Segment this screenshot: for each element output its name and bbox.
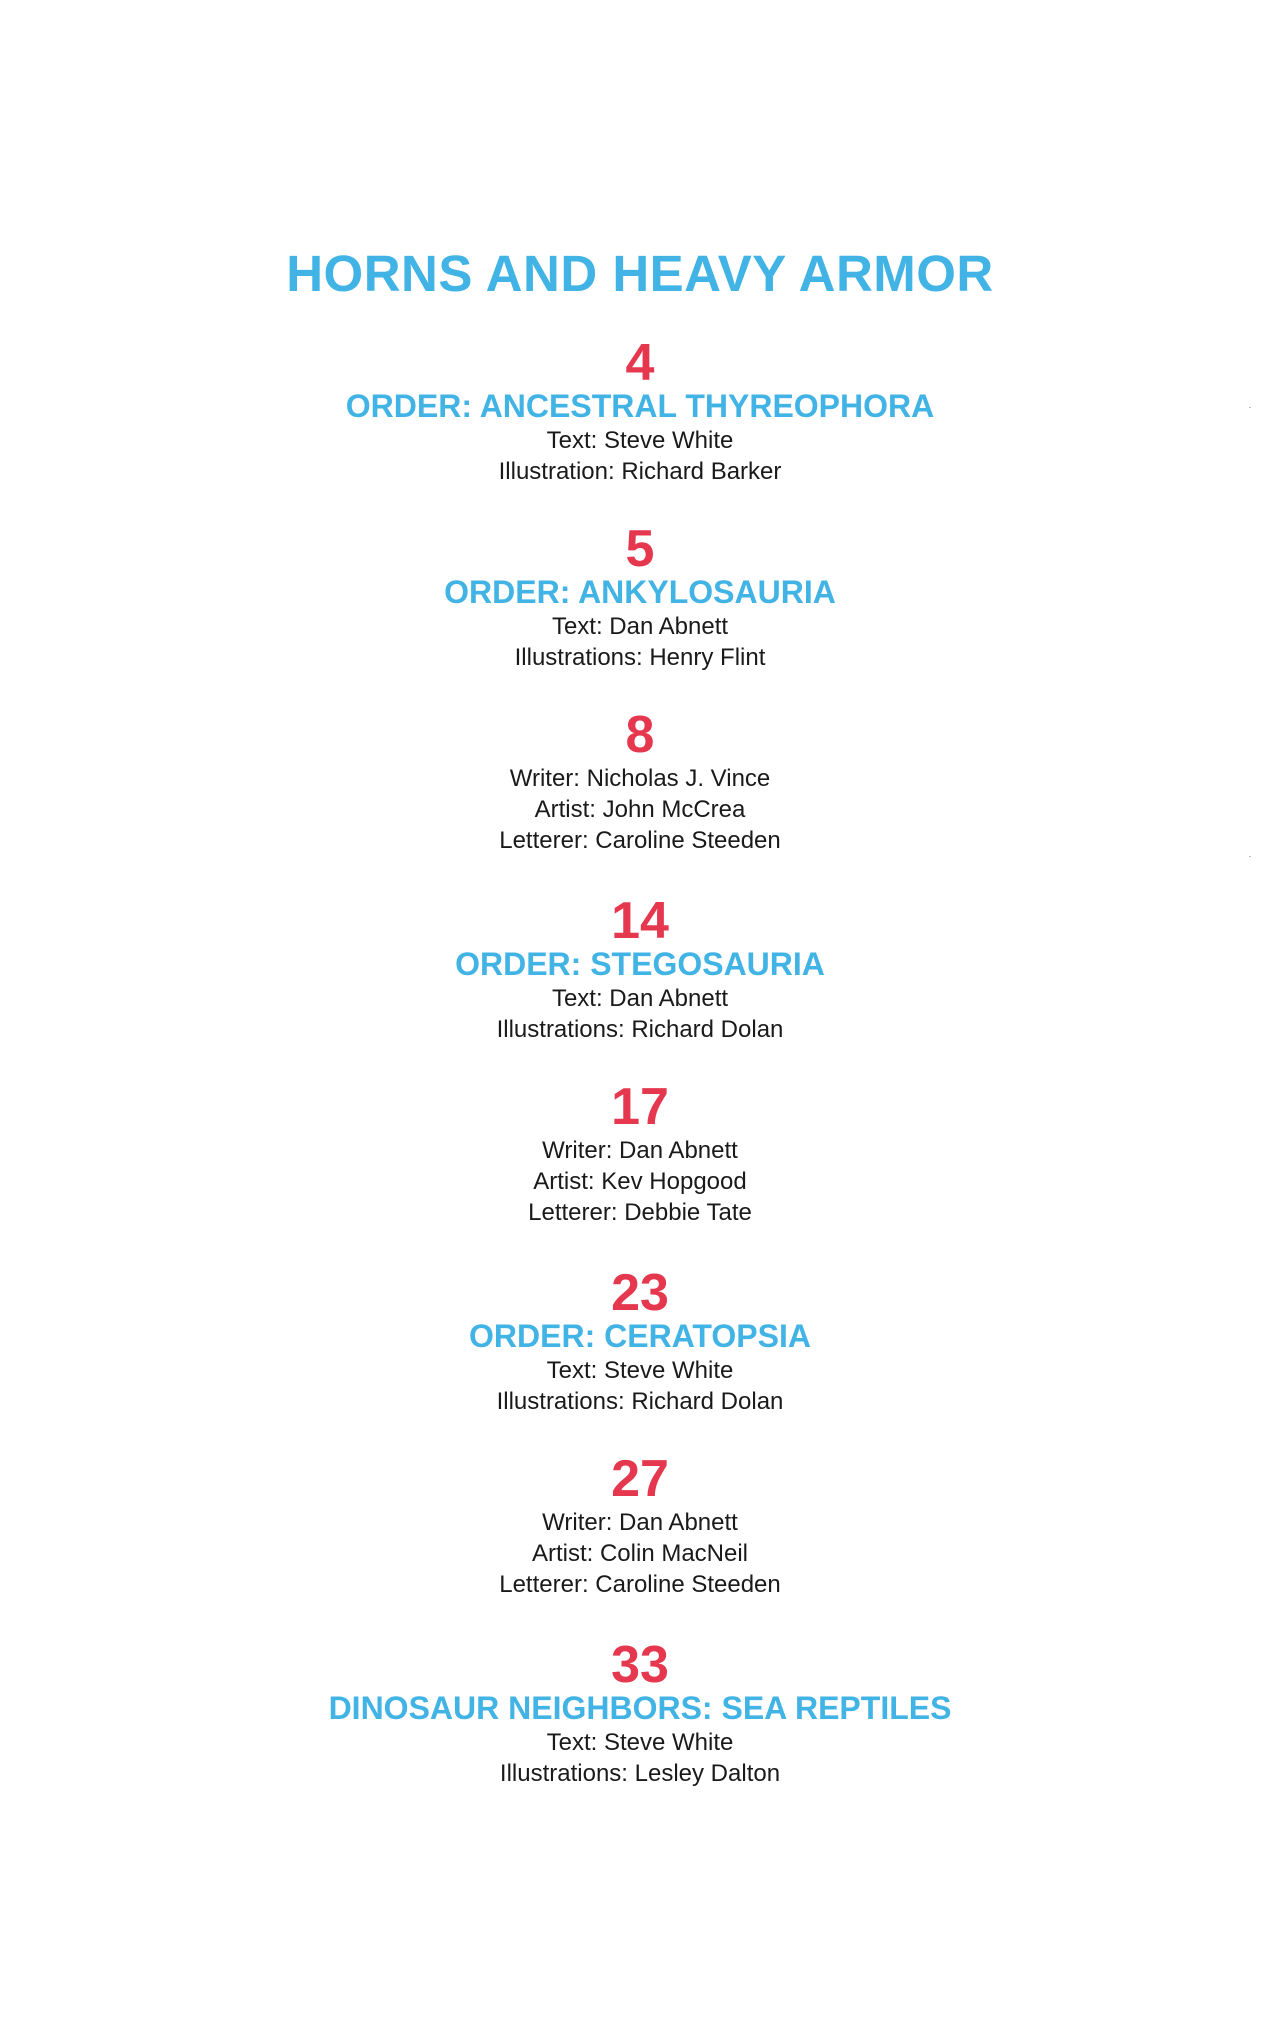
contents-entry — [0, 520, 1280, 711]
credit-line: Illustrations: Henry Flint — [514, 644, 766, 671]
credit-line: Letterer: Debbie Tate — [528, 1199, 752, 1226]
page-number: 4 — [625, 334, 655, 392]
credit-line: Artist: Kev Hopgood — [533, 1168, 747, 1195]
contents-entry — [0, 706, 1280, 897]
section-heading: ORDER: ANKYLOSAURIA — [444, 574, 836, 610]
credit-line: Illustrations: Lesley Dalton — [499, 1760, 781, 1787]
page-number: 33 — [611, 1636, 669, 1694]
page-number: 17 — [611, 1078, 669, 1136]
page-number: 14 — [611, 892, 669, 950]
credit-line: Writer: Nicholas J. Vince — [509, 765, 771, 792]
page-number: 8 — [625, 706, 655, 764]
contents-entry — [0, 1078, 1280, 1269]
credit-line: Text: Dan Abnett — [551, 985, 729, 1012]
credit-line: Letterer: Caroline Steeden — [499, 1571, 781, 1598]
page-number: 23 — [611, 1264, 669, 1322]
page-title: HORNS AND HEAVY ARMOR — [286, 245, 994, 303]
contents-entry — [0, 1450, 1280, 1641]
credit-line: Letterer: Caroline Steeden — [499, 827, 781, 854]
credit-line: Illustration: Richard Barker — [498, 458, 782, 485]
page-number: 27 — [611, 1450, 669, 1508]
contents-entry — [0, 334, 1280, 525]
credit-line: Artist: Colin MacNeil — [531, 1540, 749, 1567]
section-heading: ORDER: ANCESTRAL THYREOPHORA — [345, 388, 935, 424]
credit-line: Writer: Dan Abnett — [542, 1137, 738, 1164]
credit-line: Artist: John McCrea — [534, 796, 746, 823]
contents-entry — [0, 892, 1280, 1083]
contents-entry — [0, 1636, 1280, 1827]
table-of-contents — [0, 334, 1280, 1827]
section-heading: DINOSAUR NEIGHBORS: SEA REPTILES — [328, 1690, 952, 1726]
section-heading: ORDER: CERATOPSIA — [469, 1318, 811, 1354]
credit-line: Text: Dan Abnett — [551, 613, 729, 640]
credit-line: Text: Steve White — [546, 1357, 734, 1384]
section-heading: ORDER: STEGOSAURIA — [455, 946, 825, 982]
credit-line: Illustrations: Richard Dolan — [496, 1016, 784, 1043]
credit-line: Text: Steve White — [546, 427, 734, 454]
credit-line: Illustrations: Richard Dolan — [496, 1388, 784, 1415]
credit-line: Text: Steve White — [546, 1729, 734, 1756]
page-number: 5 — [625, 520, 655, 578]
contents-entry — [0, 1264, 1280, 1455]
credit-line: Writer: Dan Abnett — [542, 1509, 738, 1536]
